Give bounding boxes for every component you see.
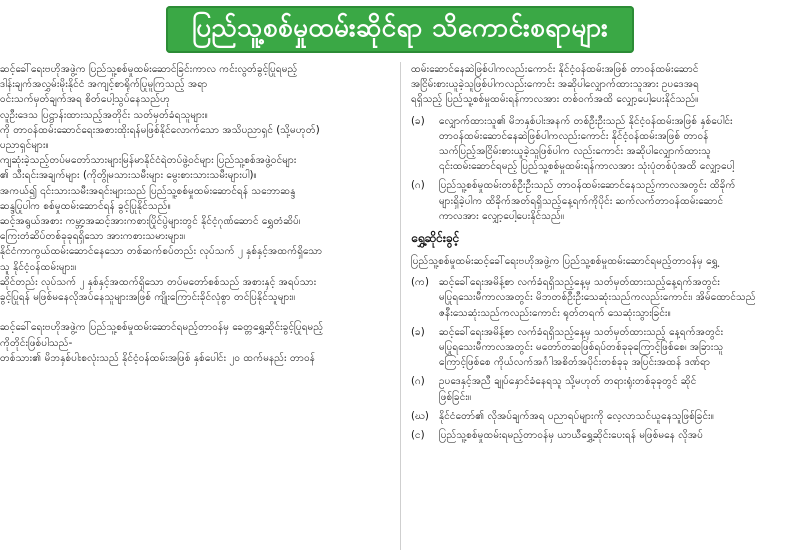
reduction-item-line: ကာလအား လျှော့ပေါ့ပေးနိုင်သည်။	[439, 210, 565, 222]
item-number: (ဂ)	[411, 376, 425, 388]
title-banner	[8, 6, 792, 52]
reduction-list-item	[411, 178, 800, 224]
left-text-line: ၏ သီးရင်းအချက်များ (ကိုတွိုမသားသမီးများ မွေးစားသားသမီးများပါ)။	[0, 170, 257, 182]
left-text-line: ကျဆုံးခဲ့သည့်တပ်မတော်သားများမြန်မာနိုင်ငံရဲတပ်ဖွဲ့ဝင်များ ပြည်သူ့စစ်အဖွဲ့ဝင်များ	[0, 155, 297, 167]
deferment-item-line: ဆင့်ခေါ်ရေးအမိန့်စာ လက်ခံရရှိသည့်နေ့မှ သတ်မှတ်ထားသည့် နေ့ရက်အတွင်း	[439, 326, 724, 338]
reduction-item-line: သက်ပြည့်အငြိမ်းစားယူခဲ့သူဖြစ်ပါက လည်းကောင်း အဆိုပါလျှောက်ထားသူ	[439, 146, 711, 158]
right-intro-line: ထမ်းဆောင်နေဆဲဖြစ်ပါကလည်းကောင်း နိုင်ငံ့ဝန်ထမ်းအဖြစ် တာဝန်ထမ်းဆောင်	[411, 64, 699, 75]
item-number: (ခ)	[411, 326, 425, 338]
item-number: (ဂ)	[411, 180, 425, 192]
left-text-line: ကို တာဝန်ထမ်းဆောင်ရေးအစားထိုးရန်မဖြစ်နိုင်လောက်သော အသိပညာရှင် (သို့မဟုတ်)	[0, 124, 320, 136]
item-text	[439, 325, 800, 371]
deferment-item-line: နိုင်ငံတော်၏ လိုအပ်ချက်အရ ပညာရပ်များကို လေ့လာသင်ယူနေသူဖြစ်ခြင်း။	[439, 410, 714, 422]
left-text-line: ဒါန်းချက်အလွှမ်းမိုးနိုင်ငံ အကျင့်စာရိုက်ပြုမူကြသည့် အရာ	[0, 79, 208, 91]
deferment-item-line: ကြောင့်ဖြစ်စေ ကိုယ်လက်အင်္ဂါအစိတ်အပိုင်းတစ်ခုခု အပြင်းအထန် ဒဏ်ရာ	[439, 357, 711, 369]
left-text-line	[0, 305, 392, 320]
reduction-item-line: လျှောက်ထားသူ၏ မိဘနှစ်ပါးအနက် တစ်ဦးဦးသည် နိုင်ငံ့ဝန်ထမ်းအဖြစ် နှစ်ပေါင်း	[439, 115, 733, 127]
left-text-line: ဆင့်ခေါ်ရေးဗဟိုအဖွဲ့က ပြည်သူ့စစ်မှုထမ်းဆောင်ခြင်းကာလ ကင်းလွတ်ခွင့်ပြုရမည့်	[0, 64, 298, 75]
item-number: (ခ)	[411, 115, 425, 127]
deferment-list-item	[411, 374, 800, 404]
left-text-line: ဆင့်ခေါ်ရေးဗဟိုအဖွဲ့က ပြည်သူ့စစ်မှုထမ်းဆောင်ရမည့်တာဝန်မှ ခေတ္တရွှေ့ဆိုင်းခွင့်ပြုရမည့်	[0, 322, 324, 334]
left-text-line: ကိုတိုင်းဖြစ်ပါသည်-	[0, 337, 73, 349]
deferment-item-line: ဖြစ်ခြင်း။	[439, 391, 472, 403]
item-text	[439, 374, 800, 404]
deferment-item-line: ပြည်သူ့စစ်မှုထမ်းရမည့်တာဝန်မှ ယာယီရွှေ့ဆိုင်းပေးရန် မဖြစ်မနေ လိုအပ်	[439, 430, 704, 442]
section-heading-deferment: ရွှေ့ဆိုင်းခွင့်	[411, 231, 460, 246]
deferment-item-line: မပြုရသေးမီကာလအတွင်း မတော်တဆဖြစ်ရပ်တစ်ခုခုကြောင့်ဖြစ်စေ၊ အခြားသူ	[439, 342, 724, 354]
item-text	[439, 428, 800, 443]
item-text	[439, 114, 800, 175]
left-column	[0, 62, 400, 550]
right-intro	[411, 62, 800, 108]
left-text-line: သူ နိုင်ငံ့ဝန်ထမ်းများ။	[0, 261, 77, 273]
right-intro-line: အငြိမ်းစားယူခဲ့သူဖြစ်ပါကလည်းကောင်း အဆိုပါလျှောက်ထားသူအား ဥပဒေအရ	[411, 79, 700, 91]
deferment-list-item	[411, 409, 800, 424]
left-text-line: ဆန္ဒပြုပါက စစ်မှုထမ်းဆောင်ရန် ခွင့်ပြုနိုင်သည်။	[0, 200, 171, 212]
right-column	[400, 62, 800, 550]
left-text-block	[0, 62, 392, 366]
deferment-list-item	[411, 325, 800, 371]
left-text-line: အကယ်၍ ၎င်းသားသမီးအရင်းများသည် ပြည်သူ့စစ်မှုထမ်းဆောင်ရန် သဘောဆန္ဒ	[0, 185, 296, 197]
left-text-line: လူဦးဒေသ ပြဋ္ဌာန်းထားသည့်အတိုင်း သတ်မှတ်ခံရသူများ။	[0, 109, 208, 121]
deferment-list-item	[411, 275, 800, 321]
left-text-line: ဆင့်အရွယ်အစား ကမ္ဘာ့အဆင့်အားကစားပြိုင်ပွဲများတွင် နိုင်ငံ့ဂုဏ်ဆောင် ရွှေတံဆိပ်၊	[0, 216, 301, 228]
left-text-line: ပညာရှင်များ။	[0, 140, 49, 152]
left-text-line: ဆိုင်တည်း လုပ်သက် ၂ နှစ်နှင့်အထက်ရှိသော တပ်မတော်စစ်သည် အစားနှင့် အရပ်သား	[0, 276, 317, 288]
article-columns	[0, 62, 800, 550]
deferment-item-line: ဇနီးသေဆုံးသည်ကလည်းကောင်း ရုတ်တရက် သေဆုံးသွားခြင်း။	[439, 307, 671, 319]
reduction-item-line: တာဝန်ထမ်းဆောင်နေဆဲဖြစ်ပါကလည်းကောင်း နိုင်ငံ့ဝန်ထမ်းအဖြစ် တာဝန်	[439, 130, 709, 142]
left-text-line: နိုင်ငံကာကွယ်ထမ်းဆောင်နေသော တစ်ဆက်စပ်တည်း လုပ်သက် ၂ နှစ်နှင့်အထက်ရှိသော	[0, 246, 323, 258]
deferment-intro: ပြည်သူ့စစ်မှုထမ်းဆင့်ခေါ်ရေးဗဟိုအဖွဲ့က ပြည်သူ့စစ်မှုထမ်းဆောင်ရမည့်တာဝန်မှ ရွှေ့	[411, 256, 718, 268]
page-title: ပြည်သူ့စစ်မှုထမ်းဆိုင်ရာ သိကောင်းစရာများ	[166, 6, 634, 53]
right-items-a	[411, 114, 800, 224]
deferment-item-line: မပြုရသေးမီကာလအတွင်း မိဘတစ်ဦးဦးသေဆုံးသည်ကလည်းကောင်း၊ အိမ်ထောင်သည်	[439, 292, 756, 304]
reduction-list-item	[411, 114, 800, 175]
item-number: (က)	[411, 277, 429, 289]
reduction-item-line: ၎င်းထမ်းဆောင်ရမည့် ပြည်သူ့စစ်မှုထမ်းရန်ကာလအား သုံးပုံတစ်ပုံအထိ လျှော့ပေါ့	[439, 161, 735, 173]
item-text	[439, 409, 800, 424]
item-number: (ဃ)	[411, 410, 429, 422]
item-text	[439, 275, 800, 321]
item-text	[439, 178, 800, 224]
left-text-line: ခွင့်ပြုရန် မဖြစ်မနေလိုအပ်နေသူများအဖြစ် ကျိုးကြောင်းခိုင်လုံစွာ တင်ပြနိုင်သူများ။	[0, 292, 296, 304]
right-intro-line: ရရှိသည့် ပြည်သူ့စစ်မှုထမ်းရန်ကာလအား တစ်ဝက်အထိ လျှော့ပေါ့ပေးနိုင်သည်။	[411, 94, 699, 106]
deferment-list-item	[411, 428, 800, 443]
deferment-item-line: ဆင့်ခေါ်ရေးအမိန့်စာ လက်ခံရရှိသည့်နေ့မှ သတ်မှတ်ထားသည့်နေ့ရက်အတွင်း	[439, 277, 721, 289]
reduction-item-line: များရှိခဲ့ပါက ထိခိုက်အတ်ရရှိသည့်နေ့ရက်ကိုပိုင်း ဆက်လက်တာဝန်ထမ်းဆောင်	[439, 195, 724, 207]
item-number: (င)	[411, 430, 425, 442]
reduction-item-line: ပြည်သူ့စစ်မှုထမ်းတစ်ဦးဦးသည် တာဝန်ထမ်းဆောင်နေသည့်ကာလအတွင်း ထိခိုက်	[439, 180, 736, 192]
left-text-line: ကြေးတံဆိပ်တစ်ခုခုရရှိသော အားကစားသမားများ။	[0, 231, 186, 243]
left-text-line: ဝင်းသက်မှတ်ချက်အရ စိတ်ပေါ့သွပ်နေသည်ဟု	[0, 94, 171, 106]
deferment-item-line: ဥပဒေနှင့်အညီ ချုပ်နှောင်ခံနေရသူ သို့မဟုတ် တရားရုံးတစ်ခုခုတွင် ဆိုင်	[439, 376, 697, 388]
right-items-b	[411, 275, 800, 443]
left-text-line: တစ်သား၏ မိဘနှစ်ပါးစလုံးသည် နိုင်ငံ့ဝန်ထမ်းအဖြစ် နှစ်ပေါင်း ၂၀ ထက်မနည်း တာဝန်	[0, 352, 316, 364]
